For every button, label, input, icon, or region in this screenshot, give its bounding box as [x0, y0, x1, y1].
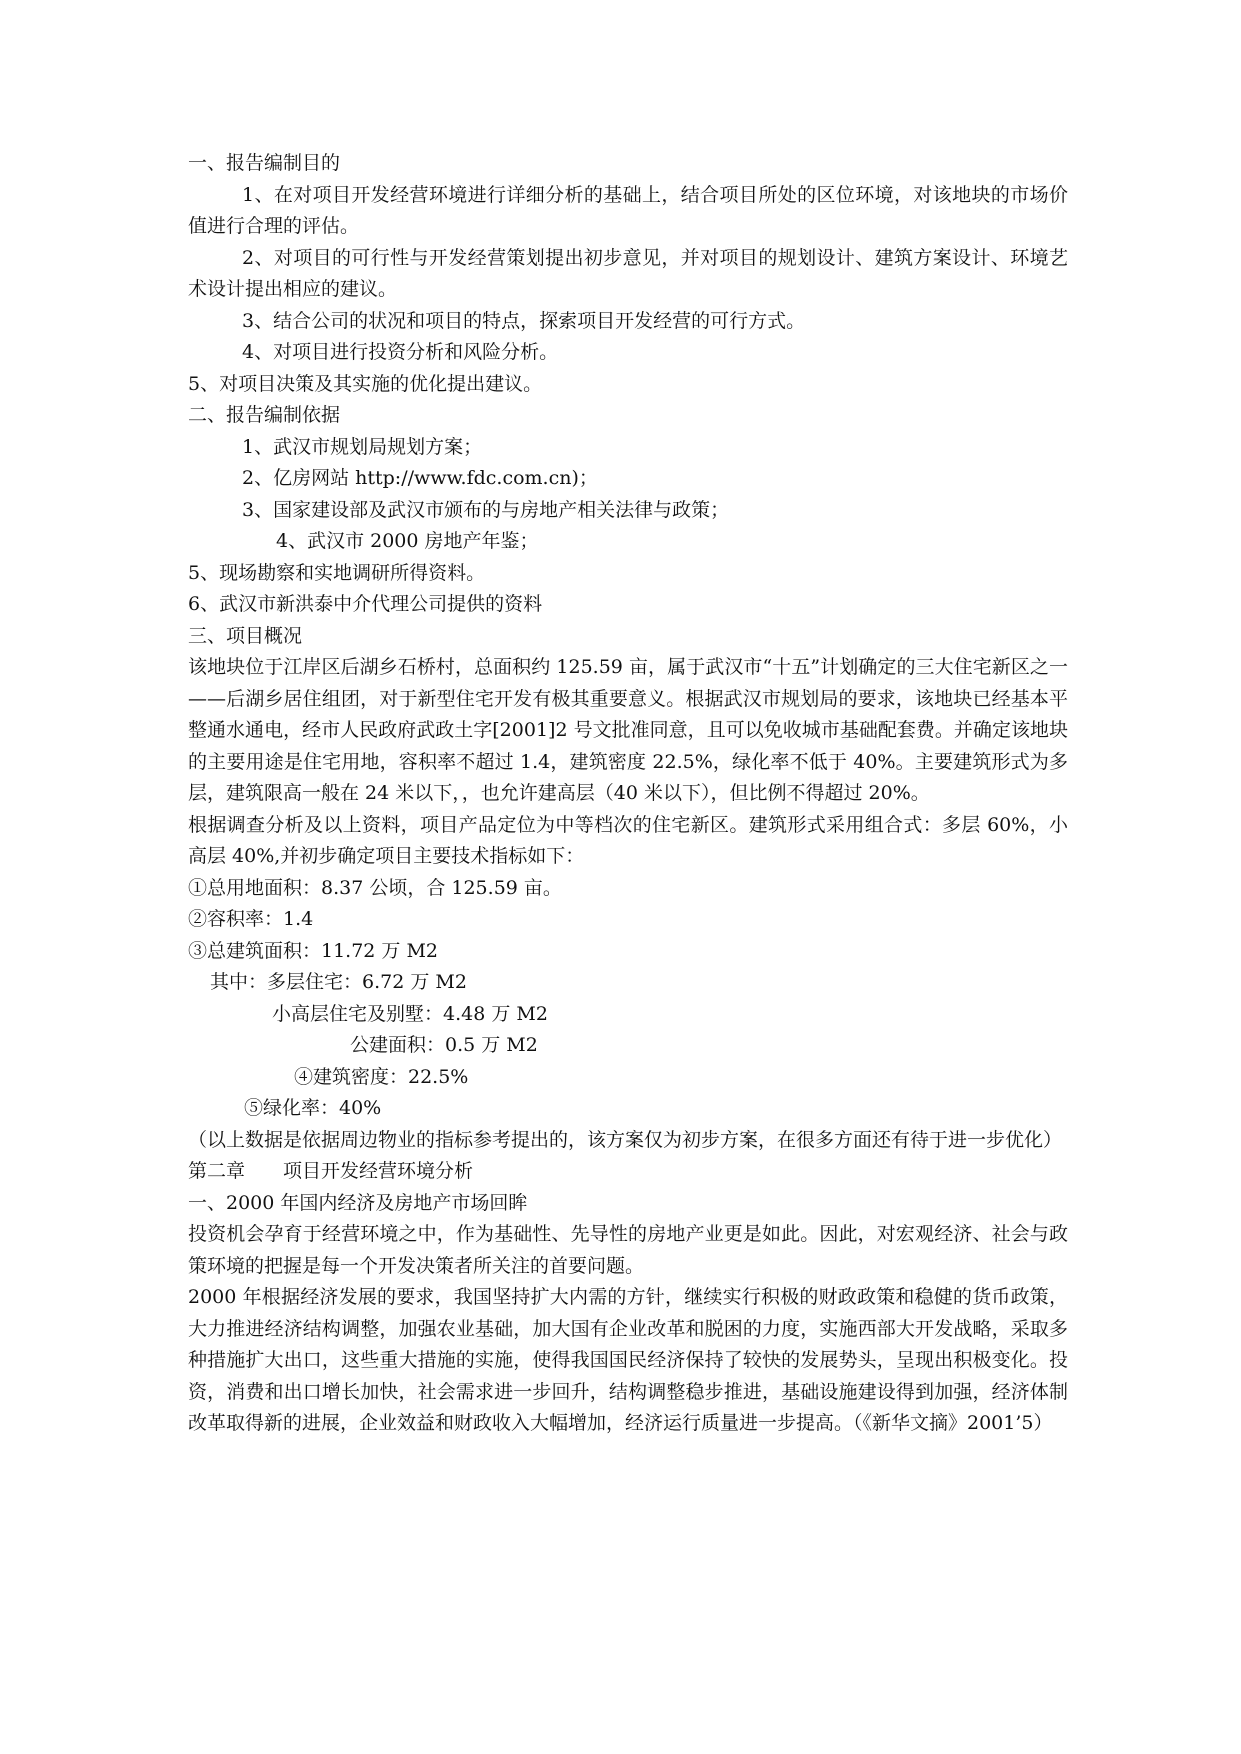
chapter-2-paragraph-2: 2000 年根据经济发展的要求，我国坚持扩大内需的方针，继续实行积极的财政政策和稳健的货币政策，大力推进经济结构调整，加强农业基础，加大国有企业改革和脱困的力度，实施西部大开发战略，采取多种措施扩大出口，这些重大措施的实施，使得我国国民经济保持了较快的发展势头，呈现出积极变化。投资，消费和出口增长加快，社会需求进一步回升，结构调整稳步推进，基础设施建设得到加强，经济体制改革取得新的进展，企业效益和财政收入大幅增加，经济运行质量进一步提高。（《新华文摘》2001’5）: [188, 1286, 1068, 1434]
indicator-total-land-area: ①总用地面积：8.37 公顷，合 125.59 亩。: [188, 876, 562, 899]
section-1-item-2: 2、对项目的可行性与开发经营策划提出初步意见，并对项目的规划设计、建筑方案设计、环境艺术设计提出相应的建议。: [188, 246, 1068, 300]
indicator-green-ratio: ⑤绿化率：40%: [244, 1097, 382, 1119]
indicator-plot-ratio: ②容积率：1.4: [188, 908, 314, 930]
chapter-2-paragraph-1: 投资机会孕育于经营环境之中，作为基础性、先导性的房地产业更是如此。因此，对宏观经济、社会与政策环境的把握是每一个开发决策者所关注的首要问题。: [188, 1223, 1068, 1277]
section-3-paragraph-1: 该地块位于江岸区后湖乡石桥村，总面积约 125.59 亩，属于武汉市“十五”计划确定的三大住宅新区之一——后湖乡居住组团，对于新型住宅开发有极其重要意义。根据武汉市规划局的要求，该地块已经基本平整通水通电，经市人民政府武政土字[2001]2 号文批准同意，且可以免收城市基础配套费。并确定该地块的主要用途是住宅用地，容积率不超过 1.4，建筑密度 22.5%，绿化率不低于 40%。主要建筑形式为多层，建筑限高一般在 24 米以下，，也允许建高层（40 米以下），但比例不得超过 20%。: [188, 656, 1068, 804]
section-1-item-1: 1、在对项目开发经营环境进行详细分析的基础上，结合项目所处的区位环境，对该地块的市场价值进行合理的评估。: [188, 183, 1068, 237]
section-1-item-5: 5、对项目决策及其实施的优化提出建议。: [188, 372, 543, 395]
section-1-heading: 一、报告编制目的: [188, 152, 341, 174]
section-3-paragraph-2: 根据调查分析及以上资料，项目产品定位为中等档次的住宅新区。建筑形式采用组合式：多层 60%，小高层 40%,并初步确定项目主要技术指标如下：: [188, 813, 1068, 867]
indicator-midrise-and-villa: 小高层住宅及别墅：4.48 万 M2: [272, 1002, 548, 1025]
section-2-item-3: 3、国家建设部及武汉市颁布的与房地产相关法律与政策；: [242, 498, 730, 521]
section-2-heading: 二、报告编制依据: [188, 404, 341, 426]
indicator-total-floor-area: ③总建筑面积：11.72 万 M2: [188, 939, 439, 962]
section-3-heading: 三、项目概况: [188, 624, 303, 647]
chapter-2-section-1-heading: 一、2000 年国内经济及房地产市场回眸: [188, 1191, 528, 1214]
indicator-note: （以上数据是依据周边物业的指标参考提出的，该方案仅为初步方案，在很多方面还有待于进一步优化）: [188, 1128, 1063, 1151]
indicator-multistory-housing: 其中：多层住宅：6.72 万 M2: [210, 971, 467, 993]
section-2-item-6: 6、武汉市新洪泰中介代理公司提供的资料: [188, 593, 543, 615]
chapter-2-label: 第二章: [188, 1160, 246, 1182]
indicator-public-building-area: 公建面积：0.5 万 M2: [350, 1034, 538, 1056]
section-2-item-5: 5、现场勘察和实地调研所得资料。: [188, 561, 486, 584]
chapter-2-title: 项目开发经营环境分析: [283, 1160, 474, 1182]
section-2-item-2: 2、亿房网站 http://www.fdc.com.cn)；: [242, 467, 598, 489]
section-2-item-4: 4、武汉市 2000 房地产年鉴；: [276, 530, 539, 552]
chapter-2-heading: [188, 1156, 1068, 1188]
section-2-item-1: 1、武汉市规划局规划方案；: [242, 435, 483, 458]
document-page: [188, 148, 1068, 1440]
section-1-item-3: 3、结合公司的状况和项目的特点，探索项目开发经营的可行方式。: [242, 309, 806, 332]
indicator-building-density: ④建筑密度：22.5%: [294, 1065, 469, 1088]
section-1-item-4: 4、对项目进行投资分析和风险分析。: [242, 341, 559, 363]
